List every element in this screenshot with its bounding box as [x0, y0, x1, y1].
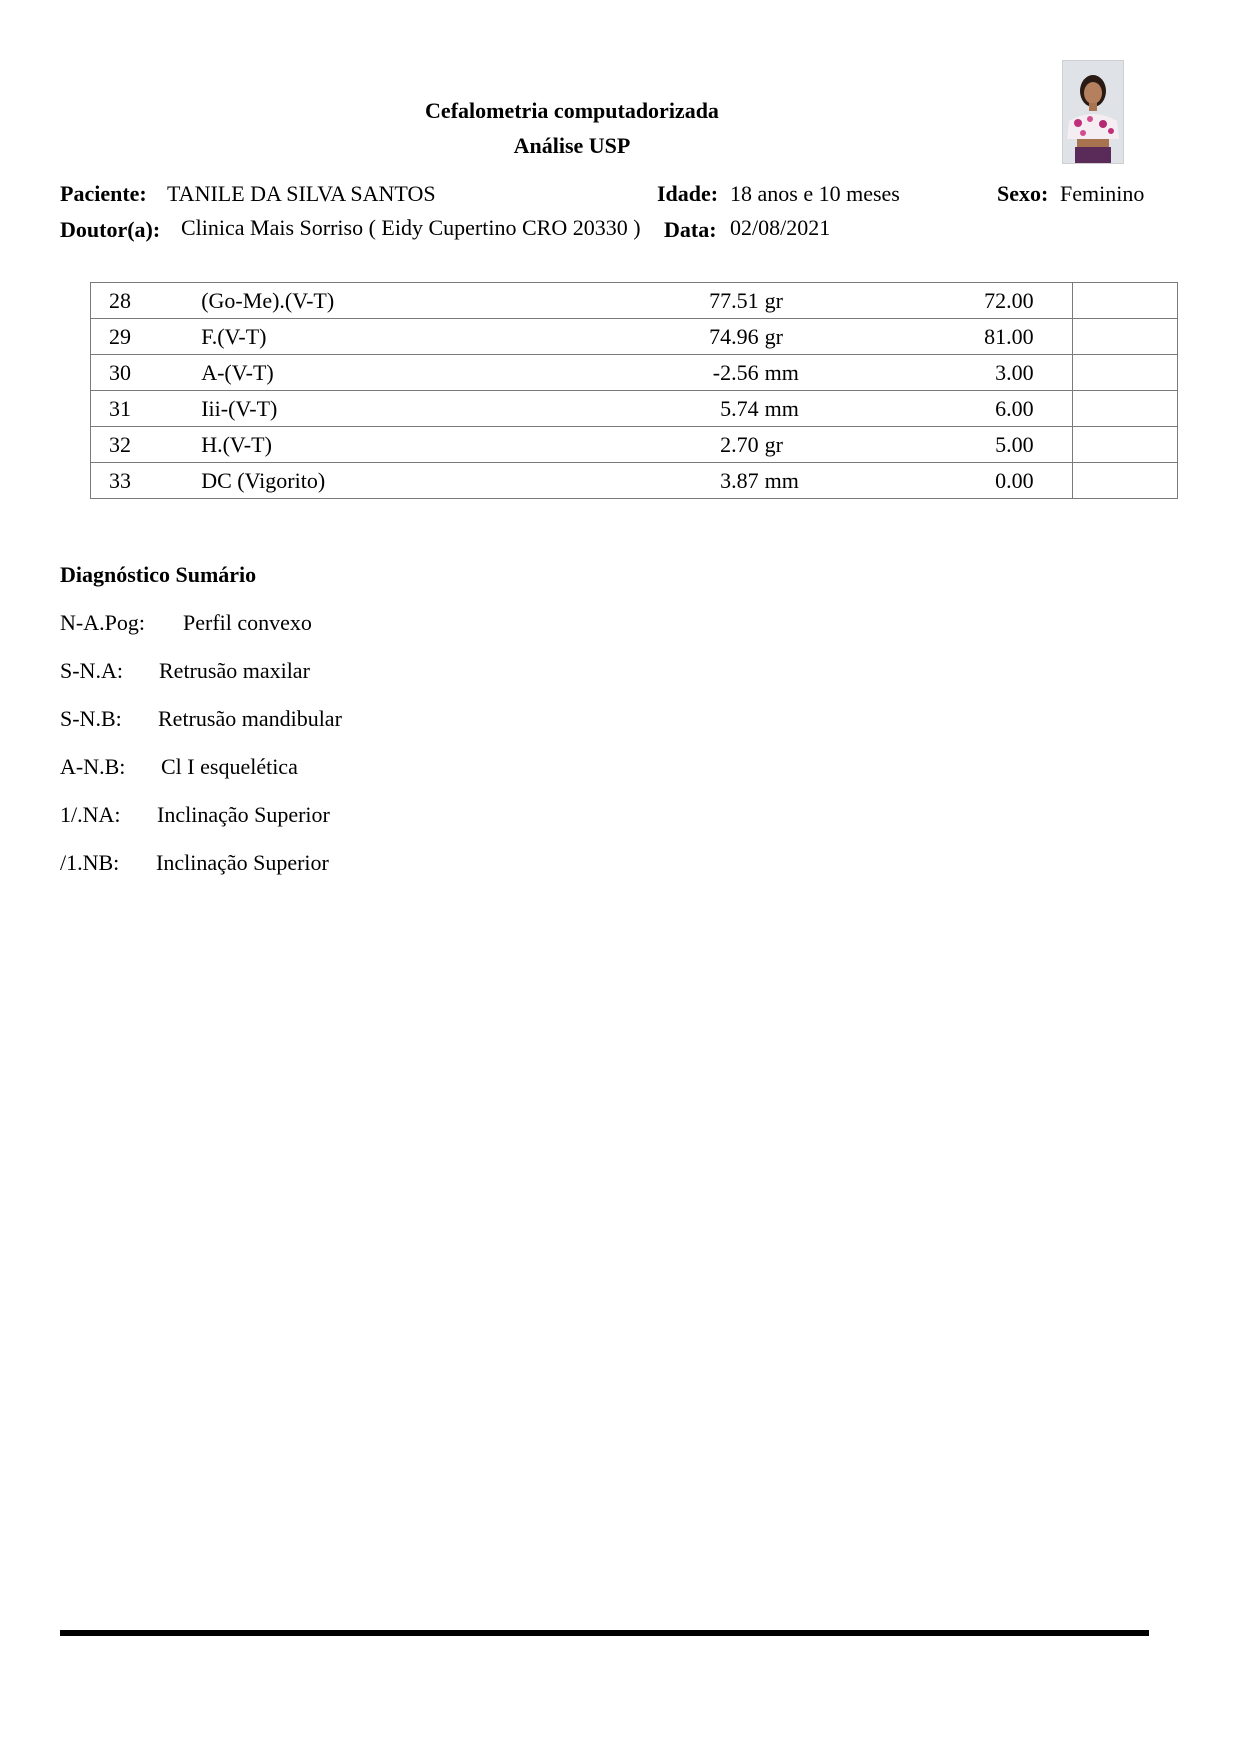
value-unit: mm [764, 359, 799, 385]
measurement-norm: 6.00 [833, 391, 1034, 427]
measurement-norm: 5.00 [833, 427, 1034, 463]
date-value: 02/08/2021 [730, 215, 831, 240]
measurement-name: (Go-Me).(V-T) [201, 283, 608, 319]
footer-rule [60, 1630, 1149, 1636]
page-subtitle: Análise USP [513, 133, 631, 158]
value-number: 2.70 [720, 431, 759, 457]
table-row [91, 355, 1178, 391]
value-number: 5.74 [720, 395, 759, 421]
diagnosis-item [60, 706, 342, 732]
measurement-norm: 81.00 [833, 319, 1034, 355]
diagnosis-title: Diagnóstico Sumário [60, 562, 257, 587]
value-number: 77.51 [709, 287, 759, 313]
row-number: 31 [91, 391, 202, 427]
row-number: 30 [91, 355, 202, 391]
empty-cell [1073, 391, 1178, 427]
doctor-value: Clinica Mais Sorriso ( Eidy Cupertino CRO 20330 ) [181, 215, 641, 240]
value-unit: mm [764, 467, 799, 493]
diagnosis-code: S-N.A: [60, 658, 123, 683]
measurements-table [90, 282, 1178, 499]
diagnosis-code: S-N.B: [60, 706, 122, 731]
value-number: -2.56 [712, 359, 759, 385]
diagnosis-item [60, 754, 298, 780]
sex-label: Sexo: [997, 181, 1049, 206]
empty-cell [1073, 355, 1178, 391]
measurement-value [609, 391, 833, 427]
measurement-name: H.(V-T) [201, 427, 608, 463]
measurement-norm: 72.00 [833, 283, 1034, 319]
value-number: 74.96 [709, 323, 759, 349]
gap-cell [1034, 463, 1073, 499]
diagnosis-code: 1/.NA: [60, 802, 121, 827]
measurement-value [609, 355, 833, 391]
diagnosis-item [60, 610, 312, 636]
patient-label: Paciente: [60, 181, 147, 206]
empty-cell [1073, 319, 1178, 355]
gap-cell [1034, 427, 1073, 463]
value-number: 3.87 [720, 467, 759, 493]
empty-cell [1073, 463, 1178, 499]
value-unit: gr [764, 287, 783, 313]
diagnosis-code: /1.NB: [60, 850, 120, 875]
value-unit: mm [764, 395, 799, 421]
diagnosis-item [60, 802, 330, 828]
age-value: 18 anos e 10 meses [730, 181, 900, 206]
table-row [91, 427, 1178, 463]
gap-cell [1034, 391, 1073, 427]
diagnosis-text: Inclinação Superior [156, 850, 329, 875]
measurement-value [609, 427, 833, 463]
diagnosis-code: A-N.B: [60, 754, 126, 779]
table-row [91, 463, 1178, 499]
value-unit: gr [764, 431, 783, 457]
patient-photo [1062, 60, 1124, 164]
table-row [91, 319, 1178, 355]
date-label: Data: [664, 217, 717, 242]
page-title: Cefalometria computadorizada [425, 98, 719, 123]
empty-cell [1073, 283, 1178, 319]
diagnosis-text: Perfil convexo [183, 610, 312, 635]
table-row [91, 391, 1178, 427]
empty-cell [1073, 427, 1178, 463]
measurement-norm: 3.00 [833, 355, 1034, 391]
value-unit: gr [764, 323, 783, 349]
age-label: Idade: [657, 181, 719, 206]
row-number: 32 [91, 427, 202, 463]
patient-photo-illustration [1063, 61, 1123, 163]
measurement-name: Iii-(V-T) [201, 391, 608, 427]
measurement-value [609, 319, 833, 355]
measurement-norm: 0.00 [833, 463, 1034, 499]
gap-cell [1034, 355, 1073, 391]
diagnosis-text: Retrusão mandibular [158, 706, 342, 731]
diagnosis-item [60, 850, 329, 876]
diagnosis-text: Retrusão maxilar [159, 658, 310, 683]
patient-name: TANILE DA SILVA SANTOS [167, 181, 436, 206]
gap-cell [1034, 283, 1073, 319]
measurement-name: DC (Vigorito) [201, 463, 608, 499]
measurement-value [609, 283, 833, 319]
measurement-name: F.(V-T) [201, 319, 608, 355]
row-number: 33 [91, 463, 202, 499]
measurement-name: A-(V-T) [201, 355, 608, 391]
diagnosis-text: Inclinação Superior [157, 802, 330, 827]
diagnosis-text: Cl I esquelética [161, 754, 298, 779]
row-number: 29 [91, 319, 202, 355]
doctor-label: Doutor(a): [60, 217, 161, 242]
gap-cell [1034, 319, 1073, 355]
row-number: 28 [91, 283, 202, 319]
diagnosis-code: N-A.Pog: [60, 610, 145, 635]
table-row [91, 283, 1178, 319]
sex-value: Feminino [1060, 181, 1145, 206]
measurement-value [609, 463, 833, 499]
diagnosis-item [60, 658, 310, 684]
